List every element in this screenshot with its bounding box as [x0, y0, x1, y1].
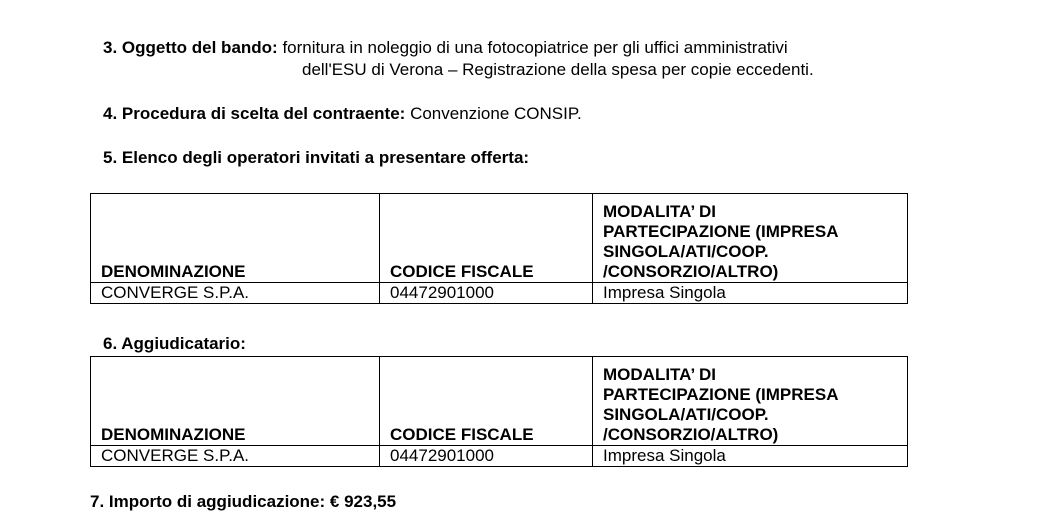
header-denominazione: DENOMINAZIONE: [91, 194, 380, 283]
cell-denominazione: CONVERGE S.P.A.: [91, 446, 380, 467]
table-row: [91, 446, 908, 467]
operators-table: [90, 193, 908, 304]
cell-codice-fiscale: 04472901000: [380, 283, 593, 304]
header-denominazione: DENOMINAZIONE: [91, 357, 380, 446]
section-3-line-1: [103, 38, 788, 58]
section-6-label: 6. Aggiudicatario:: [103, 334, 246, 353]
section-4-text: Convenzione CONSIP.: [410, 104, 582, 123]
table-header-row: [91, 194, 908, 283]
section-3-label: 3. Oggetto del bando:: [103, 38, 278, 57]
cell-modalita: Impresa Singola: [593, 446, 908, 467]
header-codice-fiscale: CODICE FISCALE: [380, 194, 593, 283]
section-3-text: fornitura in noleggio di una fotocopiatrice per gli uffici amministrativi: [282, 38, 788, 57]
table-row: [91, 283, 908, 304]
cell-denominazione: CONVERGE S.P.A.: [91, 283, 380, 304]
section-4: [103, 104, 582, 124]
section-7-partial: 7. Importo di aggiudicazione: € 923,55: [90, 492, 397, 511]
winner-table: [90, 356, 908, 467]
header-modalita: MODALITA’ DI PARTECIPAZIONE (IMPRESA SINGOLA/ATI/COOP. /CONSORZIO/ALTRO): [593, 357, 908, 446]
table-header-row: [91, 357, 908, 446]
header-codice-fiscale: CODICE FISCALE: [380, 357, 593, 446]
section-4-label: 4. Procedura di scelta del contraente:: [103, 104, 406, 123]
section-5-label: 5. Elenco degli operatori invitati a presentare offerta:: [103, 148, 530, 167]
header-modalita: MODALITA’ DI PARTECIPAZIONE (IMPRESA SINGOLA/ATI/COOP. /CONSORZIO/ALTRO): [593, 194, 908, 283]
cell-modalita: Impresa Singola: [593, 283, 908, 304]
cell-codice-fiscale: 04472901000: [380, 446, 593, 467]
section-3-line-2: dell'ESU di Verona – Registrazione della spesa per copie eccedenti.: [302, 60, 814, 79]
